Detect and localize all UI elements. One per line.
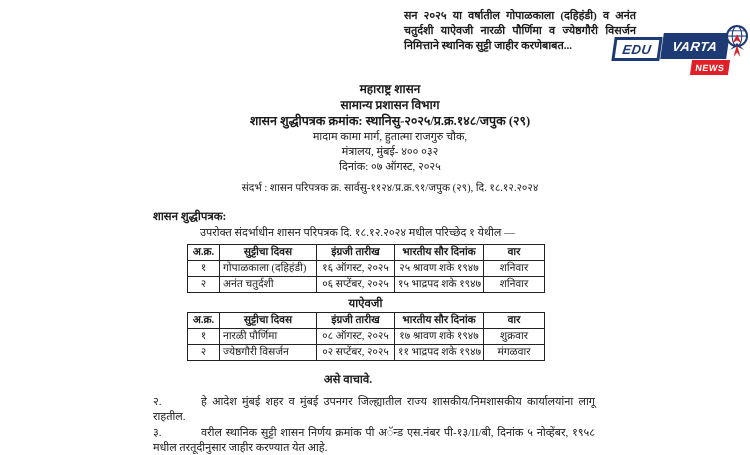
cell-holiday: अनंत चतुर्दशी <box>220 277 317 293</box>
read-as-line: असे वाचावे. <box>323 374 373 386</box>
table-header-row <box>188 245 545 261</box>
table-row <box>188 261 545 277</box>
cell-srno: २ <box>188 277 220 293</box>
col-header-weekday: वार <box>484 245 545 261</box>
replacement-table-title: याऐवजी <box>348 298 383 310</box>
government-name: महाराष्ट्र शासन <box>359 82 421 96</box>
cell-holiday: ज्येष्ठगौरी विसर्जन <box>220 345 317 361</box>
cell-english-date: ०८ ऑगस्ट, २०२५ <box>317 329 395 345</box>
cell-saka-date: २५ श्रावण शके १९४७ <box>395 261 484 277</box>
col-header-english-date: इंग्रजी तारीख <box>317 313 395 329</box>
cell-saka-date: १५ भाद्रपद शके १९४७ <box>395 277 484 293</box>
department-name: सामान्य प्रशासन विभाग <box>340 98 440 112</box>
replacement-holidays-table <box>187 312 545 361</box>
clause-2-number: २. <box>153 396 162 408</box>
clause-3 <box>153 426 595 455</box>
original-holidays-table <box>187 244 545 293</box>
cell-weekday: शनिवार <box>484 277 545 293</box>
cell-holiday: गोपाळकाला (दहिहंडी) <box>220 261 317 277</box>
logo-edu-badge: EDU <box>611 37 662 61</box>
col-header-saka-date: भारतीय सौर दिनांक <box>395 245 484 261</box>
cell-weekday: मंगळवार <box>484 345 545 361</box>
cell-weekday: शुक्रवार <box>484 329 545 345</box>
globe-icon <box>724 22 750 64</box>
table-header-row <box>188 313 545 329</box>
corrigendum-number: शासन शुद्धीपत्रक क्रमांक: स्थानिसु-२०२५/प्र.क्र.१४८/जपुक (२९) <box>249 114 531 128</box>
clause-2-text: हे आदेश मुंबई शहर व मुंबई उपनगर जिल्ह्यातील राज्य शासकीय/निमशासकीय कार्यालयांना लागू राहतील. <box>153 396 595 423</box>
col-header-srno: अ.क्र. <box>188 313 220 329</box>
table-row <box>188 277 545 293</box>
document-body <box>153 210 595 455</box>
address-line-2: मंत्रालय, मुंबई- ४०० ०३२ <box>341 146 439 158</box>
cell-weekday: शनिवार <box>484 261 545 277</box>
section-heading: शासन शुद्धीपत्रक: <box>153 211 227 223</box>
cell-saka-date: १७ श्रावण शके १९४७ <box>395 329 484 345</box>
clause-3-number: ३. <box>153 427 162 439</box>
reference-line: संदर्भ : शासन परिपत्रक क्र. सार्वसु-११२४/प्र.क्र.९१/जपुक (२९), दि. १८.१२.२०२४ <box>241 183 539 194</box>
cell-english-date: १६ ऑगस्ट, २०२५ <box>317 261 395 277</box>
address-line-1: मादाम कामा मार्ग, हुतात्मा राजगुरु चौक, <box>312 131 468 143</box>
col-header-holiday: सुट्टीचा दिवस <box>220 313 317 329</box>
logo-news-badge: NEWS <box>690 60 730 75</box>
clause-2 <box>153 395 595 424</box>
cell-english-date: ०२ सप्टेंबर, २०२५ <box>317 345 395 361</box>
date-line: दिनांक: ०७ ऑगस्ट, २०२५ <box>339 161 441 173</box>
cell-srno: २ <box>188 345 220 361</box>
col-header-english-date: इंग्रजी तारीख <box>317 245 395 261</box>
col-header-srno: अ.क्र. <box>188 245 220 261</box>
col-header-weekday: वार <box>484 313 545 329</box>
clause-3-text: वरील स्थानिक सुट्टी शासन निर्णय क्रमांक पी अॅन्ड एस.नंबर पी-१३/II/बी, दिनांक ५ नोव्हेंबर, १९५८ मधील तरतूदीनुसार जाहीर करण्यात येत आहे. <box>153 427 595 454</box>
intro-paragraph: उपरोक्त संदर्भाधीन शासन परिपत्रक दि. १८.१२.२०२४ मधील परिच्छेद १ येथील — <box>200 227 516 239</box>
col-header-holiday: सुट्टीचा दिवस <box>220 245 317 261</box>
logo-varta-badge: VARTA <box>660 33 730 59</box>
col-header-saka-date: भारतीय सौर दिनांक <box>395 313 484 329</box>
cell-saka-date: ११ भाद्रपद शके १९४७ <box>395 345 484 361</box>
cell-srno: १ <box>188 329 220 345</box>
table-row <box>188 329 545 345</box>
subject-note: सन २०२५ या वर्षातील गोपाळकाला (दहिहंडी) व अनंत चतुर्दशी याऐवजी नारळी पौर्णिमा व ज्येष्ठगौरी विसर्जन निमित्ताने स्थानिक सुट्टी जाहीर करणेबाबत... <box>404 10 636 52</box>
cell-srno: १ <box>188 261 220 277</box>
eduvarta-logo <box>611 20 750 76</box>
cell-english-date: ०६ सप्टेंबर, २०२५ <box>317 277 395 293</box>
letterhead <box>130 81 650 175</box>
cell-holiday: नारळी पौर्णिमा <box>220 329 317 345</box>
table-row <box>188 345 545 361</box>
